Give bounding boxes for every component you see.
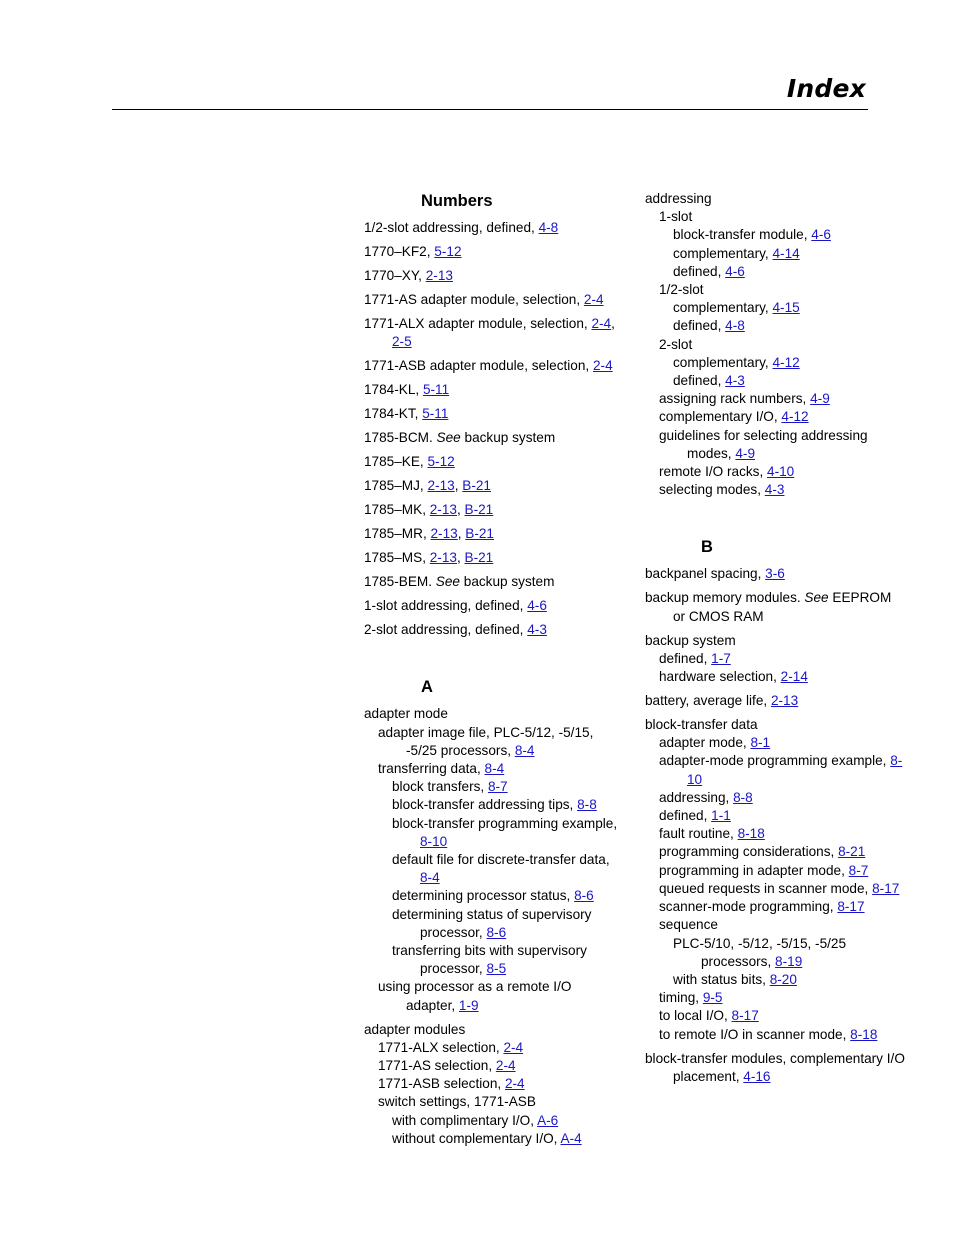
entry-text: remote I/O racks, — [659, 464, 764, 480]
index-entry — [645, 226, 907, 244]
page-reference-link[interactable]: 2-5 — [392, 334, 412, 350]
index-entry — [645, 245, 907, 263]
entry-text: 1784-KL, — [364, 382, 420, 398]
index-entry — [364, 851, 624, 887]
entry-text: timing, — [659, 990, 700, 1006]
index-entry — [645, 190, 907, 208]
page-reference-link[interactable]: 2-13 — [770, 693, 799, 709]
index-entry — [645, 880, 907, 898]
page-reference-link[interactable]: 8-18 — [737, 826, 765, 842]
index-entry — [645, 427, 907, 463]
entry-text: block transfers, — [392, 779, 485, 795]
entry-text: 1785–KE, — [364, 454, 424, 470]
entry-text: programming in adapter mode, — [659, 862, 845, 878]
page-reference-link[interactable]: 8-20 — [769, 971, 797, 987]
index-entry — [645, 208, 907, 226]
index-entry — [645, 825, 907, 843]
page-reference-link[interactable]: 8-10 — [420, 833, 448, 849]
entry-text: backpanel spacing, — [645, 566, 762, 582]
entry-text: defined, — [659, 808, 708, 824]
page-reference-link[interactable]: 4-6 — [725, 263, 745, 279]
entry-text: 1785–MJ, — [364, 478, 424, 494]
entry-text: 1784-KT, — [364, 406, 419, 422]
entry-text: defined, — [673, 373, 722, 389]
page-reference-link[interactable]: B-21 — [465, 526, 494, 542]
entry-text: hardware selection, — [659, 669, 777, 685]
index-entry — [645, 807, 907, 825]
index-section — [645, 190, 907, 499]
entry-text: adapter modules — [364, 1021, 466, 1037]
page-reference-link[interactable]: 8-6 — [486, 924, 507, 940]
index-entry-group — [645, 716, 907, 1044]
index-entry-group — [364, 1021, 624, 1148]
page-reference-link[interactable]: 4-9 — [735, 445, 756, 461]
entry-text: 1771-ALX adapter module, selection, — [364, 316, 588, 331]
entry-text: 1771-AS adapter module, selection, — [364, 292, 581, 307]
entry-text: addressing, — [659, 789, 730, 805]
entry-text: selecting modes, — [659, 482, 762, 498]
index-entry — [364, 267, 624, 285]
entry-text: using processor as a remote I/O adapter, — [378, 979, 572, 1013]
index-entry — [364, 796, 624, 814]
index-entry-group — [364, 705, 624, 1014]
page-reference-link[interactable]: 4-3 — [764, 482, 785, 498]
entry-text: queued requests in scanner mode, — [659, 880, 869, 896]
see-target: backup system — [464, 430, 556, 446]
index-entry — [645, 734, 907, 752]
index-entry: 1785–MJ, 2-13, B-21 — [364, 478, 491, 494]
entry-text: adapter mode — [364, 706, 448, 722]
page-reference-link[interactable]: 8-4 — [420, 870, 440, 886]
index-entry — [364, 291, 624, 309]
index-entry — [645, 1007, 907, 1025]
page-reference-link[interactable]: 8-10 — [687, 753, 903, 787]
entry-text: scanner-mode programming, — [659, 899, 834, 915]
index-entry — [364, 1075, 624, 1093]
index-entry: 1771-ALX adapter module, selection, 2-4, 2-5 — [364, 316, 615, 350]
entry-text: block-transfer data — [645, 717, 758, 733]
index-entry — [645, 1050, 907, 1086]
index-entry — [364, 219, 624, 237]
index-entry — [645, 408, 907, 426]
page-reference-link[interactable]: 4-14 — [772, 245, 800, 261]
entry-text: 1770–KF2, — [364, 244, 431, 259]
entry-text: 1771-ASB adapter module, selection, — [364, 358, 590, 374]
entry-text: battery, average life, — [645, 693, 768, 709]
see-reference-label: See — [804, 590, 829, 606]
entry-text: 1785–MK, — [364, 502, 426, 518]
entry-text: complementary, — [673, 300, 769, 316]
entry-text: 1785–MS, — [364, 550, 426, 566]
page-reference-link[interactable]: 4-8 — [538, 220, 559, 235]
see-target: EEPROM or CMOS RAM — [673, 590, 892, 624]
index-entry — [364, 621, 624, 639]
page-reference-link[interactable]: 8-21 — [838, 844, 866, 860]
index-entry — [645, 336, 907, 354]
page-reference-link[interactable]: 2-13 — [425, 268, 453, 283]
index-entry — [364, 1039, 624, 1057]
index-entry — [645, 752, 907, 788]
page-reference-link[interactable]: 2-14 — [780, 669, 808, 685]
index-entry — [364, 1057, 624, 1075]
entry-text: block-transfer module, — [673, 227, 808, 243]
entry-text: with status bits, — [673, 971, 766, 987]
index-entry — [645, 916, 907, 934]
page-reference-link[interactable]: 2-4 — [591, 316, 612, 331]
index-entry-group — [645, 692, 907, 710]
page-reference-link[interactable]: 2-4 — [583, 292, 604, 307]
entry-text: assigning rack numbers, — [659, 391, 807, 407]
page-reference-link[interactable]: 8-6 — [574, 888, 594, 904]
index-entry — [645, 692, 907, 710]
index-entry — [645, 565, 907, 583]
entry-text: addressing — [645, 191, 712, 206]
index-entry — [645, 463, 907, 481]
index-entry — [645, 589, 907, 625]
entry-text: transferring data, — [378, 761, 481, 777]
entry-text: complementary, — [673, 245, 769, 261]
page-reference-link[interactable]: 2-4 — [592, 358, 613, 374]
entry-text: determining status of supervisory processor, — [392, 906, 592, 940]
index-entry — [364, 357, 624, 375]
index-entry — [364, 381, 624, 399]
index-entry — [364, 942, 624, 978]
index-entry — [364, 778, 624, 796]
index-entry — [364, 243, 624, 261]
entry-text: adapter mode, — [659, 735, 747, 751]
page-reference-link[interactable]: 4-15 — [772, 300, 800, 316]
page-reference-link[interactable]: 2-4 — [503, 1039, 524, 1055]
page-reference-link[interactable]: 4-8 — [725, 318, 745, 334]
index-entry — [364, 405, 624, 423]
index-entry — [645, 935, 907, 971]
entry-text: 1771-ALX selection, — [378, 1039, 500, 1055]
index-entry — [645, 971, 907, 989]
page-reference-link[interactable]: 4-10 — [767, 464, 795, 480]
entry-text: block-transfer programming example, — [392, 815, 618, 831]
entry-text: block-transfer addressing tips, — [392, 797, 574, 813]
page-reference-link[interactable]: 8-8 — [733, 789, 753, 805]
index-entry — [364, 978, 624, 1014]
page-reference-link[interactable]: 2-13 — [429, 502, 457, 518]
index-entry — [645, 354, 907, 372]
page-reference-link[interactable]: 4-12 — [772, 354, 800, 370]
index-column-right — [645, 190, 907, 1123]
index-entry — [364, 1093, 624, 1111]
page-reference-link[interactable]: 8-4 — [484, 761, 505, 777]
page-reference-link[interactable]: 8-1 — [750, 735, 771, 751]
index-entry — [645, 650, 907, 668]
entry-text: transferring bits with supervisory processor, — [392, 943, 587, 977]
see-reference-label: See — [436, 430, 461, 446]
entry-text: backup system — [645, 632, 736, 648]
entry-text: 1/2-slot — [659, 282, 704, 298]
index-entry: 1785–MS, 2-13, B-21 — [364, 550, 494, 566]
index-entry — [364, 1130, 624, 1148]
entry-text: backup memory modules. — [645, 590, 801, 606]
entry-text: 1771-AS selection, — [378, 1058, 493, 1074]
page-reference-link[interactable]: 4-12 — [781, 409, 809, 425]
page-reference-link[interactable]: B-21 — [464, 550, 494, 566]
entry-text: defined, — [673, 263, 722, 279]
entry-text: complementary, — [673, 354, 769, 370]
index-entry — [364, 815, 624, 851]
index-entry: 1785–MR, 2-13, B-21 — [364, 526, 494, 542]
entry-text: without complementary I/O, — [392, 1130, 558, 1146]
entry-text: programming considerations, — [659, 844, 835, 860]
entry-text: 2-slot — [659, 336, 693, 352]
index-entry — [364, 705, 624, 723]
entry-text: default file for discrete-transfer data, — [392, 852, 610, 868]
entry-text: defined, — [659, 650, 708, 666]
entry-text: adapter image file, PLC-5/12, -5/15, -5/25 processors, — [378, 724, 594, 758]
index-entry — [645, 632, 907, 650]
index-entry — [364, 1021, 624, 1039]
index-entry — [645, 372, 907, 390]
index-entry — [645, 481, 907, 499]
entry-text: 1785-BEM. — [364, 574, 433, 590]
entry-text: 1771-ASB selection, — [378, 1076, 502, 1092]
index-entry — [645, 281, 907, 299]
index-column-left — [364, 190, 624, 1185]
index-entry — [645, 989, 907, 1007]
page-reference-link[interactable]: 2-13 — [427, 478, 455, 494]
page-reference-link[interactable]: 8-5 — [486, 961, 507, 977]
index-entry — [645, 843, 907, 861]
page-reference-link[interactable]: 8-17 — [872, 880, 900, 896]
page-reference-link[interactable]: 8-17 — [837, 899, 865, 915]
page-reference-link[interactable]: 2-4 — [495, 1058, 516, 1074]
entry-text: determining processor status, — [392, 888, 571, 904]
page-reference-link[interactable]: 1-9 — [458, 997, 479, 1013]
page-reference-link[interactable]: 4-6 — [811, 227, 831, 243]
index-entry — [364, 429, 624, 447]
page-reference-link[interactable]: 2-13 — [430, 526, 458, 542]
entry-text: to remote I/O in scanner mode, — [659, 1026, 847, 1042]
page-reference-link[interactable]: 4-16 — [743, 1068, 771, 1084]
index-entry — [645, 716, 907, 734]
page-title: Index — [786, 74, 866, 103]
index-entry — [364, 597, 624, 615]
index-entry — [645, 789, 907, 807]
page-reference-link[interactable]: 4-3 — [725, 373, 745, 389]
page-reference-link[interactable]: B-21 — [464, 502, 494, 518]
page-reference-link[interactable]: 4-6 — [527, 598, 547, 614]
index-entry — [364, 1112, 624, 1130]
see-target: backup system — [463, 574, 555, 590]
page-reference-link[interactable]: 5-12 — [427, 454, 455, 470]
section-heading: A — [421, 678, 433, 697]
entry-text: defined, — [673, 318, 722, 334]
page-reference-link[interactable]: A-6 — [537, 1112, 559, 1128]
entry-text: 1/2-slot addressing, defined, — [364, 220, 535, 235]
index-entry-group — [645, 589, 907, 625]
index-section — [645, 536, 907, 1085]
page-reference-link[interactable]: 8-8 — [577, 797, 597, 813]
index-entry — [364, 760, 624, 778]
index-section — [364, 190, 624, 639]
index-entry — [364, 724, 624, 760]
section-heading: B — [701, 538, 713, 557]
index-entry — [645, 317, 907, 335]
page-reference-link[interactable]: 8-17 — [731, 1008, 759, 1024]
entry-text: 1785-BCM. — [364, 430, 433, 446]
entry-text: switch settings, 1771-ASB — [378, 1094, 536, 1110]
page-reference-link[interactable]: 5-11 — [422, 406, 449, 422]
page-reference-link[interactable]: 8-7 — [848, 862, 869, 878]
index-entry — [645, 1026, 907, 1044]
entry-text: sequence — [659, 917, 718, 933]
index-entry-group — [645, 190, 907, 499]
entry-text: with complimentary I/O, — [392, 1112, 535, 1128]
entry-text: block-transfer modules, complementary I/O placement, — [645, 1050, 905, 1084]
page-reference-link[interactable]: 1-1 — [711, 808, 731, 824]
page-reference-link[interactable]: 5-11 — [422, 382, 450, 398]
section-heading: Numbers — [421, 192, 493, 210]
index-entry — [645, 299, 907, 317]
entry-text: PLC-5/10, -5/12, -5/15, -5/25 processors, — [673, 935, 847, 969]
page-reference-link[interactable]: 8-19 — [775, 953, 803, 969]
entry-text: 1-slot — [659, 209, 693, 225]
index-entry: 1785–MK, 2-13, B-21 — [364, 502, 494, 518]
page-reference-link[interactable]: 4-9 — [810, 391, 830, 407]
index-entry-group — [645, 632, 907, 687]
page-reference-link[interactable]: 8-18 — [850, 1026, 878, 1042]
entry-text: 1785–MR, — [364, 526, 427, 542]
see-reference-label: See — [435, 574, 460, 590]
header-rule — [112, 109, 868, 110]
entry-text: guidelines for selecting addressing modes, — [659, 427, 868, 461]
page-reference-link[interactable]: 8-7 — [487, 779, 508, 795]
entry-text: to local I/O, — [659, 1008, 728, 1024]
index-entry-group — [645, 1050, 907, 1086]
index-entry — [645, 263, 907, 281]
index-entry — [364, 573, 624, 591]
index-entry — [364, 887, 624, 905]
entry-text: 1770–XY, — [364, 268, 422, 283]
entry-text: fault routine, — [659, 826, 734, 842]
page-reference-link[interactable]: 8-4 — [514, 742, 535, 758]
page-reference-link[interactable]: 9-5 — [702, 990, 723, 1006]
index-entry — [645, 390, 907, 408]
page-reference-link[interactable]: 3-6 — [765, 566, 785, 582]
page-reference-link[interactable]: 5-12 — [434, 244, 462, 259]
entry-text: adapter-mode programming example, — [659, 753, 887, 769]
page-reference-link[interactable]: B-21 — [462, 478, 491, 494]
index-entry-group — [645, 565, 907, 583]
index-entry — [645, 898, 907, 916]
page-reference-link[interactable]: 4-3 — [527, 622, 547, 638]
index-entry — [645, 668, 907, 686]
index-entry — [364, 906, 624, 942]
entry-text: complementary I/O, — [659, 409, 778, 425]
index-entry — [364, 453, 624, 471]
entry-text: 1-slot addressing, defined, — [364, 598, 524, 614]
index-section — [364, 676, 624, 1148]
page-reference-link[interactable]: 2-13 — [429, 550, 457, 566]
page-reference-link[interactable]: 2-4 — [504, 1076, 525, 1092]
page-reference-link[interactable]: 1-7 — [711, 650, 731, 666]
page-reference-link[interactable]: A-4 — [560, 1130, 582, 1146]
entry-text: 2-slot addressing, defined, — [364, 622, 524, 638]
index-entry — [645, 862, 907, 880]
